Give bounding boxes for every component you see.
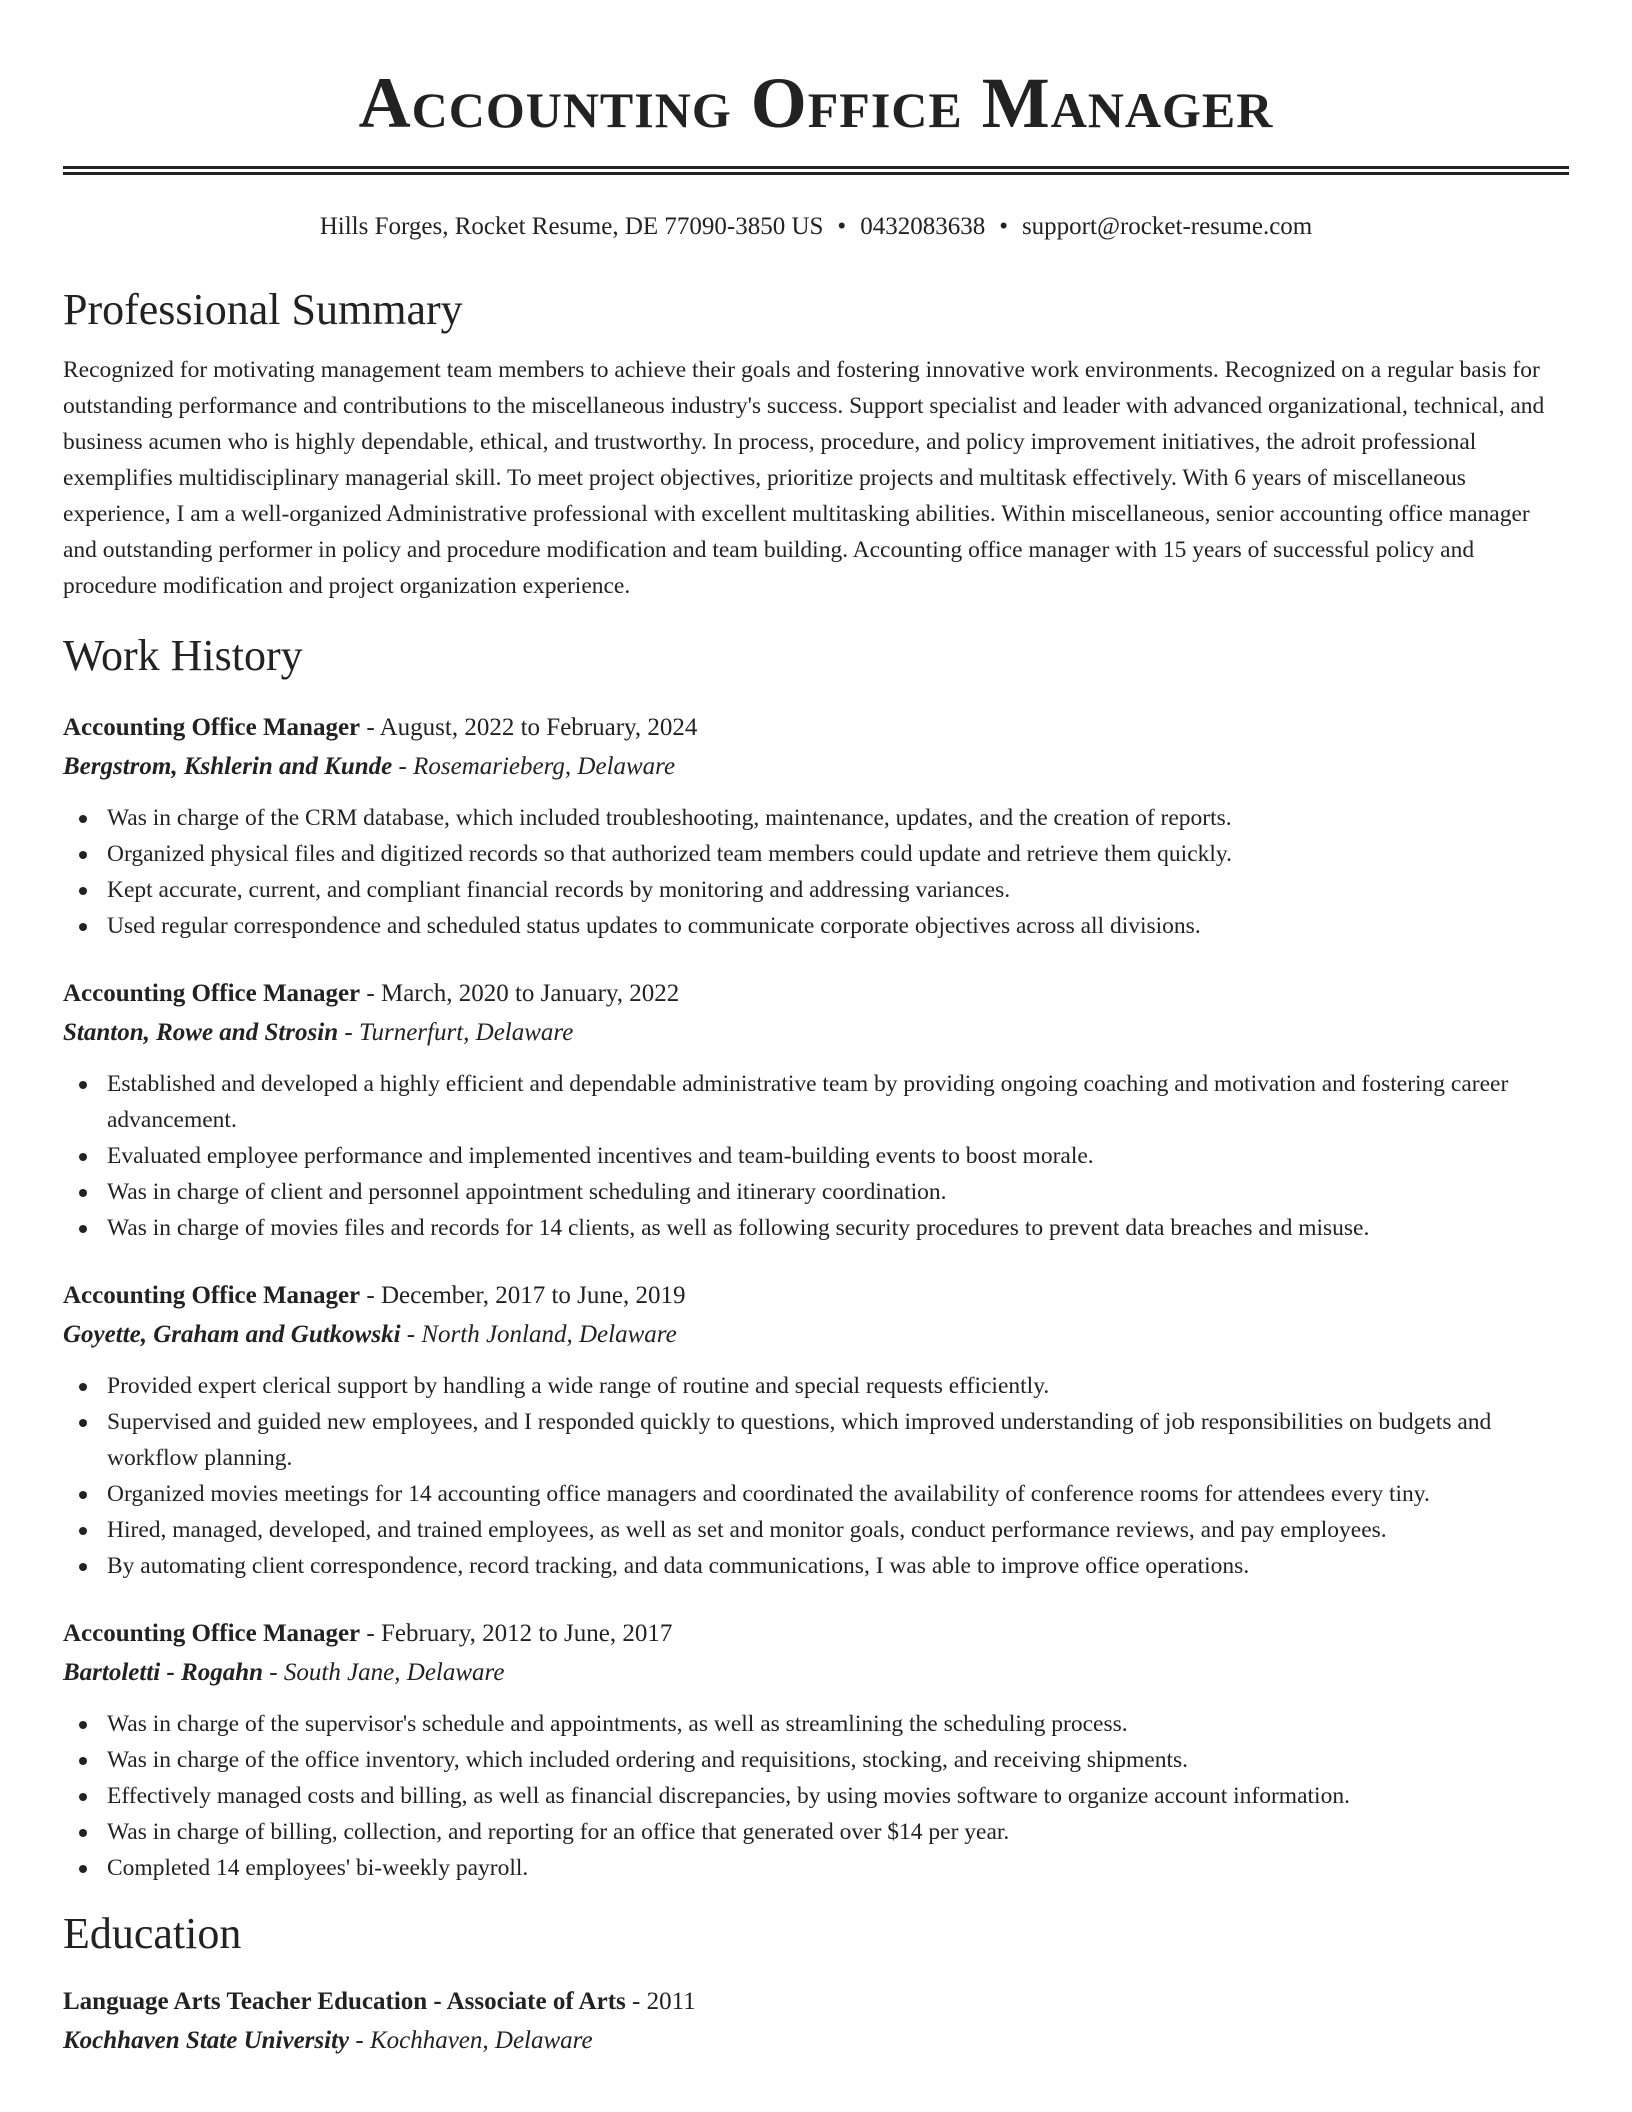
work-history-heading: Work History [63, 631, 303, 680]
job-bullet: Was in charge of client and personnel appointment scheduling and itinerary coordination. [63, 1174, 1569, 1210]
job-bullet: Was in charge of movies files and records for 14 clients, as well as following security procedures to prevent data breaches and misuse. [63, 1210, 1569, 1246]
job-bullet: Established and developed a highly efficient and dependable administrative team by providing ongoing coaching and motivation and fostering career advancement. [63, 1066, 1569, 1138]
job-dash: - [360, 714, 380, 741]
job-bullet: Completed 14 employees' bi-weekly payroll. [63, 1850, 1569, 1886]
job-role: Accounting Office Manager [63, 980, 361, 1007]
job-dates: March, 2020 to January, 2022 [380, 980, 680, 1007]
title-divider [63, 166, 1569, 175]
job-bullet-list [63, 800, 1569, 944]
job-header [63, 708, 1569, 747]
job-bullet-list [63, 1368, 1569, 1584]
job-dash: - [360, 980, 381, 1007]
contact-line [63, 210, 1569, 244]
job-dash: - [263, 1659, 284, 1686]
job-role: Accounting Office Manager [63, 1620, 361, 1647]
job-bullet: Provided expert clerical support by handling a wide range of routine and special requests efficiently. [63, 1368, 1569, 1404]
job-location: South Jane, Delaware [283, 1659, 505, 1686]
job-employer [63, 1315, 1569, 1354]
job-dates: February, 2012 to June, 2017 [380, 1620, 673, 1647]
job-entry [63, 708, 1569, 944]
contact-email: support@rocket-resume.com [1021, 213, 1313, 240]
job-dash: - [338, 1019, 359, 1046]
job-header [63, 1276, 1569, 1315]
job-employer [63, 1653, 1569, 1692]
job-bullet: Effectively managed costs and billing, as well as financial discrepancies, by using movies software to organize account information. [63, 1778, 1569, 1814]
job-entry [63, 1276, 1569, 1584]
education-year: 2011 [646, 1988, 696, 2015]
education-school: Kochhaven State University [63, 2027, 350, 2054]
education-entry-sub [63, 2021, 1569, 2060]
education-dash: - [625, 1988, 647, 2015]
job-bullet: Used regular correspondence and scheduled status updates to communicate corporate objectives across all divisions. [63, 908, 1569, 944]
job-location: North Jonland, Delaware [421, 1321, 677, 1348]
education-degree: Language Arts Teacher Education - Associate of Arts [63, 1988, 626, 2015]
job-dash: - [360, 1282, 381, 1309]
job-bullet: Supervised and guided new employees, and I responded quickly to questions, which improved understanding of job responsibilities on budgets and workflow planning. [63, 1404, 1569, 1476]
job-header [63, 1614, 1569, 1653]
summary-text: Recognized for motivating management team members to achieve their goals and fostering innovative work environments. Recognized on a regular basis for outstanding performance and contributions to the miscellaneous industry's success. Support specialist and leader with advanced organizational, technical, and business acumen who is highly dependable, ethical, and trustworthy. In process, procedure, and policy improvement initiatives, the adroit professional exemplifies multidisciplinary managerial skill. To meet project objectives, prioritize projects and multitask effectively. With 6 years of miscellaneous experience, I am a well-organized Administrative professional with excellent multitasking abilities. Within miscellaneous, senior accounting office manager and outstanding performer in policy and procedure modification and team building. Accounting office manager with 15 years of successful policy and procedure modification and project organization experience. [63, 357, 1545, 599]
job-employer [63, 1013, 1569, 1052]
job-bullet: Organized movies meetings for 14 accounting office managers and coordinated the availability of conference rooms for attendees every tiny. [63, 1476, 1569, 1512]
job-location: Rosemarieberg, Delaware [413, 753, 676, 780]
education-location: Kochhaven, Delaware [369, 2027, 593, 2054]
job-dates: December, 2017 to June, 2019 [380, 1282, 686, 1309]
job-company: Goyette, Graham and Gutkowski [63, 1321, 401, 1348]
job-bullet: Hired, managed, developed, and trained employees, as well as set and monitor goals, conduct performance reviews, and pay employees. [63, 1512, 1569, 1548]
job-bullet: Organized physical files and digitized records so that authorized team members could update and retrieve them quickly. [63, 836, 1569, 872]
education-dash: - [349, 2027, 370, 2054]
job-bullet: Evaluated employee performance and implemented incentives and team-building events to boost morale. [63, 1138, 1569, 1174]
job-location: Turnerfurt, Delaware [358, 1019, 574, 1046]
job-entry [63, 974, 1569, 1246]
job-bullet: Was in charge of billing, collection, and reporting for an office that generated over $14 per year. [63, 1814, 1569, 1850]
job-bullet: Kept accurate, current, and compliant financial records by monitoring and addressing variances. [63, 872, 1569, 908]
job-company: Bartoletti - Rogahn [63, 1659, 264, 1686]
job-dash: - [392, 753, 414, 780]
job-dates: August, 2022 to February, 2024 [379, 714, 698, 741]
contact-separator: • [837, 213, 847, 240]
job-bullet: Was in charge of the office inventory, which included ordering and requisitions, stocking, and receiving shipments. [63, 1742, 1569, 1778]
contact-separator: • [999, 213, 1008, 240]
job-bullet: Was in charge of the supervisor's schedule and appointments, as well as streamlining the scheduling process. [63, 1706, 1569, 1742]
job-header [63, 974, 1569, 1013]
education-heading: Education [63, 1909, 242, 1958]
job-bullet: By automating client correspondence, record tracking, and data communications, I was able to improve office operations. [63, 1548, 1569, 1584]
job-bullet-list [63, 1066, 1569, 1246]
job-company: Stanton, Rowe and Strosin [63, 1019, 339, 1046]
job-bullet-list [63, 1706, 1569, 1886]
job-role: Accounting Office Manager [63, 714, 361, 741]
contact-address: Hills Forges, Rocket Resume, DE 77090-3850 US [319, 213, 824, 240]
work-history-list [63, 708, 1569, 1886]
education-entry-header [63, 1982, 1569, 2021]
job-company: Bergstrom, Kshlerin and Kunde [63, 753, 393, 780]
job-employer [63, 747, 1569, 786]
job-dash: - [400, 1321, 422, 1348]
resume-title: Accounting Office Manager [358, 63, 1274, 143]
summary-heading: Professional Summary [63, 285, 463, 334]
contact-phone: 0432083638 [860, 213, 986, 240]
job-entry [63, 1614, 1569, 1886]
job-bullet: Was in charge of the CRM database, which included troubleshooting, maintenance, updates, and the creation of reports. [63, 800, 1569, 836]
job-role: Accounting Office Manager [63, 1282, 361, 1309]
job-dash: - [360, 1620, 381, 1647]
